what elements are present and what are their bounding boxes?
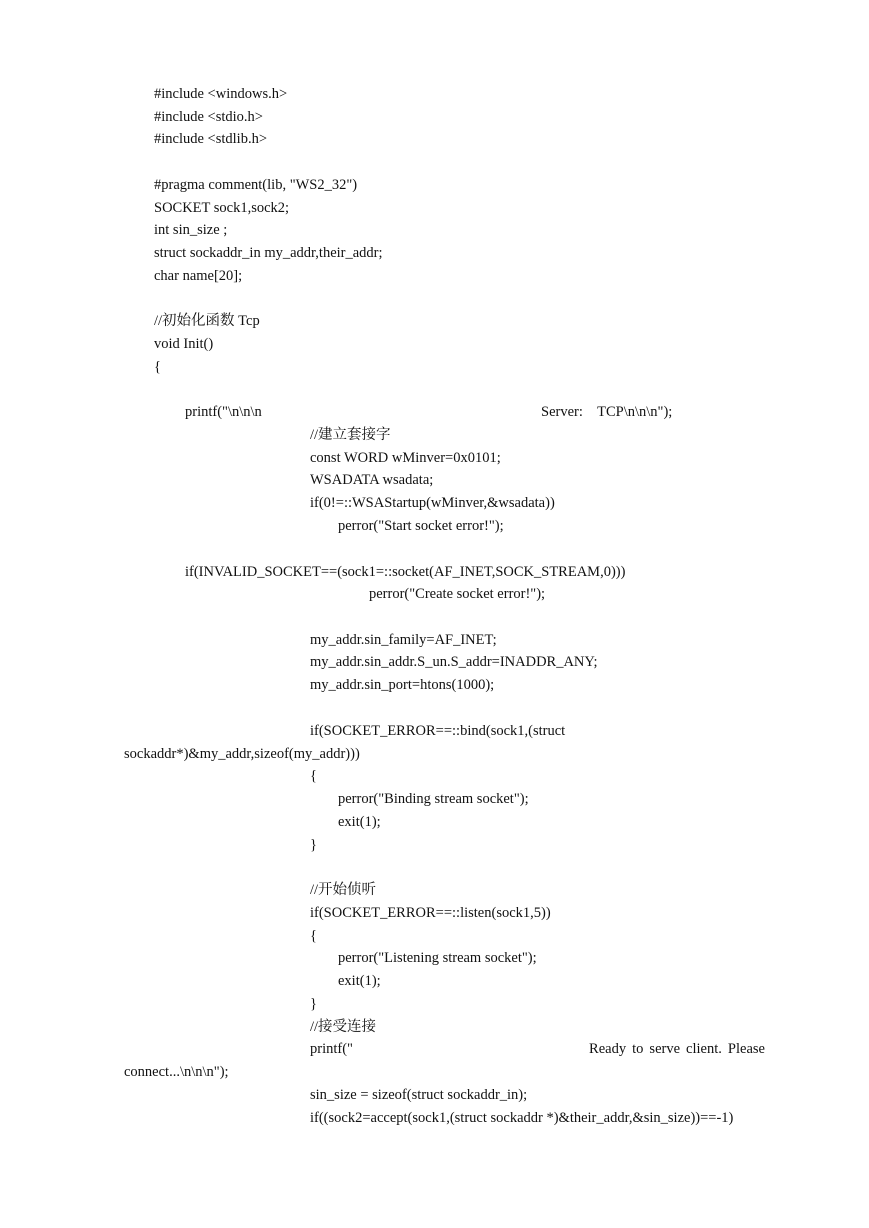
code-comment-socket: //建立套接字 (310, 427, 391, 443)
code-listen-close-brace: } (310, 996, 317, 1012)
code-line-addr-decl: struct sockaddr_in my_addr,their_addr; (154, 245, 383, 261)
code-line-pragma: #pragma comment(lib, "WS2_32") (154, 177, 358, 193)
code-line-sin-size-assign: sin_size = sizeof(struct sockaddr_in); (310, 1087, 528, 1103)
code-line-perror-listen: perror("Listening stream socket"); (338, 950, 537, 966)
code-line-accept: if((sock2=accept(sock1,(struct sockaddr *)&their_addr,&sin_size))==-1) (310, 1110, 734, 1126)
code-bind-open-brace: { (310, 768, 317, 784)
code-printf-server-start: printf("\n\n\n (185, 404, 262, 420)
code-comment-listen: //开始侦听 (310, 882, 377, 898)
code-word: to (632, 1041, 644, 1057)
code-line-wsadata: WSADATA wsadata; (310, 472, 434, 488)
code-line-perror-binding: perror("Binding stream socket"); (338, 791, 529, 807)
code-word: printf(" (310, 1041, 353, 1057)
code-comment-init: //初始化函数 Tcp (154, 313, 260, 329)
code-word: Ready (589, 1041, 627, 1057)
code-line-const-word: const WORD wMinver=0x0101; (310, 450, 501, 466)
code-line-bind-end: sockaddr*)&my_addr,sizeof(my_addr))) (124, 746, 360, 762)
code-bind-close-brace: } (310, 837, 317, 853)
code-listen-open-brace: { (310, 928, 317, 944)
code-line-perror-create: perror("Create socket error!"); (369, 586, 546, 602)
code-word: Please (727, 1041, 765, 1057)
code-line-bind-start: if(SOCKET_ERROR==::bind(sock1,(struct (310, 723, 566, 739)
code-line-exit-bind: exit(1); (338, 814, 381, 830)
code-line-include-stdio: #include <stdio.h> (154, 109, 263, 125)
code-line-printf-ready (310, 1040, 765, 1058)
code-line-invalid-socket: if(INVALID_SOCKET==(sock1=::socket(AF_INET,SOCK_STREAM,0))) (185, 564, 626, 580)
code-line-name-decl: char name[20]; (154, 268, 243, 284)
code-line-perror-start: perror("Start socket error!"); (338, 518, 504, 534)
code-open-brace: { (154, 359, 161, 375)
code-line-printf-ready-end: connect...\n\n\n"); (124, 1064, 229, 1080)
code-line-include-windows: #include <windows.h> (154, 86, 288, 102)
code-line-sin-size-decl: int sin_size ; (154, 222, 228, 238)
code-line-socket-decl: SOCKET sock1,sock2; (154, 200, 290, 216)
code-line-include-stdlib: #include <stdlib.h> (154, 131, 268, 147)
code-line-listen: if(SOCKET_ERROR==::listen(sock1,5)) (310, 905, 551, 921)
code-line-wsastartup: if(0!=::WSAStartup(wMinver,&wsadata)) (310, 495, 555, 511)
code-comment-accept: //接受连接 (310, 1019, 377, 1035)
code-line-sin-family: my_addr.sin_family=AF_INET; (310, 632, 497, 648)
code-printf-server-end: Server: TCP\n\n\n"); (541, 404, 673, 420)
code-line-exit-listen: exit(1); (338, 973, 381, 989)
code-line-void-init: void Init() (154, 336, 214, 352)
code-line-sin-addr: my_addr.sin_addr.S_un.S_addr=INADDR_ANY; (310, 654, 598, 670)
code-word: client. (686, 1041, 722, 1057)
code-line-sin-port: my_addr.sin_port=htons(1000); (310, 677, 495, 693)
code-word: serve (649, 1041, 681, 1057)
